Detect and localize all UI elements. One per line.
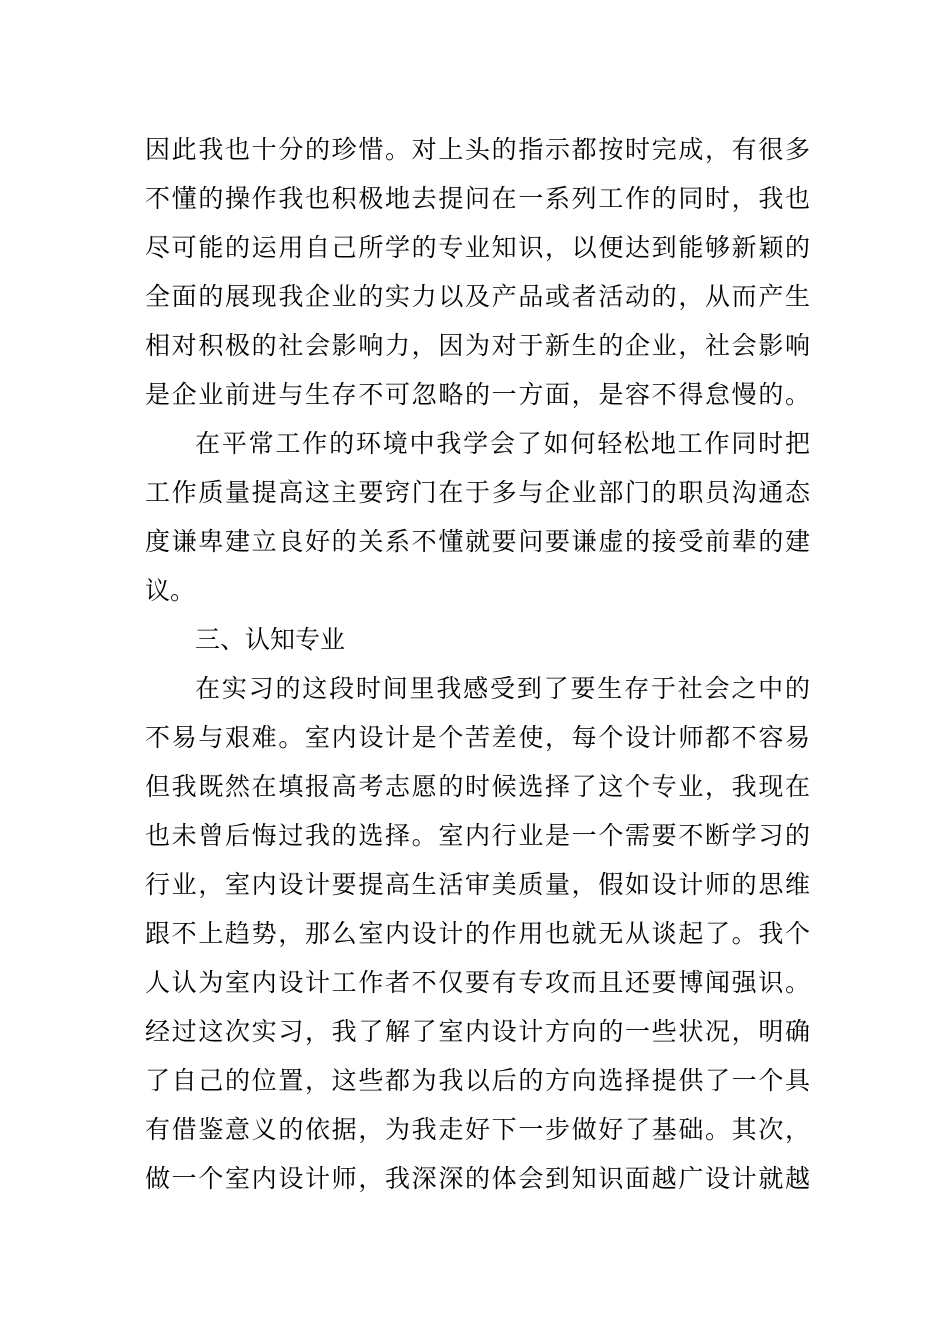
text-line: 在平常工作的环境中我学会了如何轻松地工作同时把 <box>195 429 810 458</box>
paragraph-continuation <box>145 125 810 419</box>
text-line: 但我既然在填报高考志愿的时候选择了这个专业，我现在 <box>145 772 810 801</box>
text-line: 全面的展现我企业的实力以及产品或者活动的，从而产生 <box>145 282 810 311</box>
text-line: 人认为室内设计工作者不仅要有专攻而且还要博闻强识。 <box>145 968 810 997</box>
paragraph-work-environment <box>145 419 810 615</box>
text-line: 相对积极的社会影响力，因为对于新生的企业，社会影响 <box>145 331 810 360</box>
text-line: 在实习的这段时间里我感受到了要生存于社会之中的 <box>195 674 810 703</box>
section-heading <box>145 615 810 664</box>
text-line: 度谦卑建立良好的关系不懂就要问要谦虚的接受前辈的建 <box>145 527 810 556</box>
text-line: 有借鉴意义的依据，为我走好下一步做好了基础。其次， <box>145 1115 810 1144</box>
paragraph-cognition <box>145 664 810 1203</box>
text-line: 不易与艰难。室内设计是个苦差使，每个设计师都不容易 <box>145 723 810 752</box>
text-line: 也未曾后悔过我的选择。室内行业是一个需要不断学习的 <box>145 821 810 850</box>
text-line: 做一个室内设计师，我深深的体会到知识面越广设计就越 <box>145 1164 810 1193</box>
text-line: 尽可能的运用自己所学的专业知识，以便达到能够新颖的 <box>145 233 810 262</box>
text-line: 议。 <box>145 576 196 605</box>
section-heading-text: 三、认知专业 <box>195 625 346 654</box>
text-line: 工作质量提高这主要窍门在于多与企业部门的职员沟通态 <box>145 478 810 507</box>
text-line: 是企业前进与生存不可忽略的一方面，是容不得怠慢的。 <box>145 380 810 409</box>
text-line: 不懂的操作我也积极地去提问在一系列工作的同时，我也 <box>145 184 810 213</box>
text-line: 了自己的位置，这些都为我以后的方向选择提供了一个具 <box>145 1066 810 1095</box>
text-line: 因此我也十分的珍惜。对上头的指示都按时完成，有很多 <box>145 135 810 164</box>
text-line: 经过这次实习，我了解了室内设计方向的一些状况，明确 <box>145 1017 810 1046</box>
text-line: 跟不上趋势，那么室内设计的作用也就无从谈起了。我个 <box>145 919 810 948</box>
document-body <box>145 125 810 1203</box>
text-line: 行业，室内设计要提高生活审美质量，假如设计师的思维 <box>145 870 810 899</box>
